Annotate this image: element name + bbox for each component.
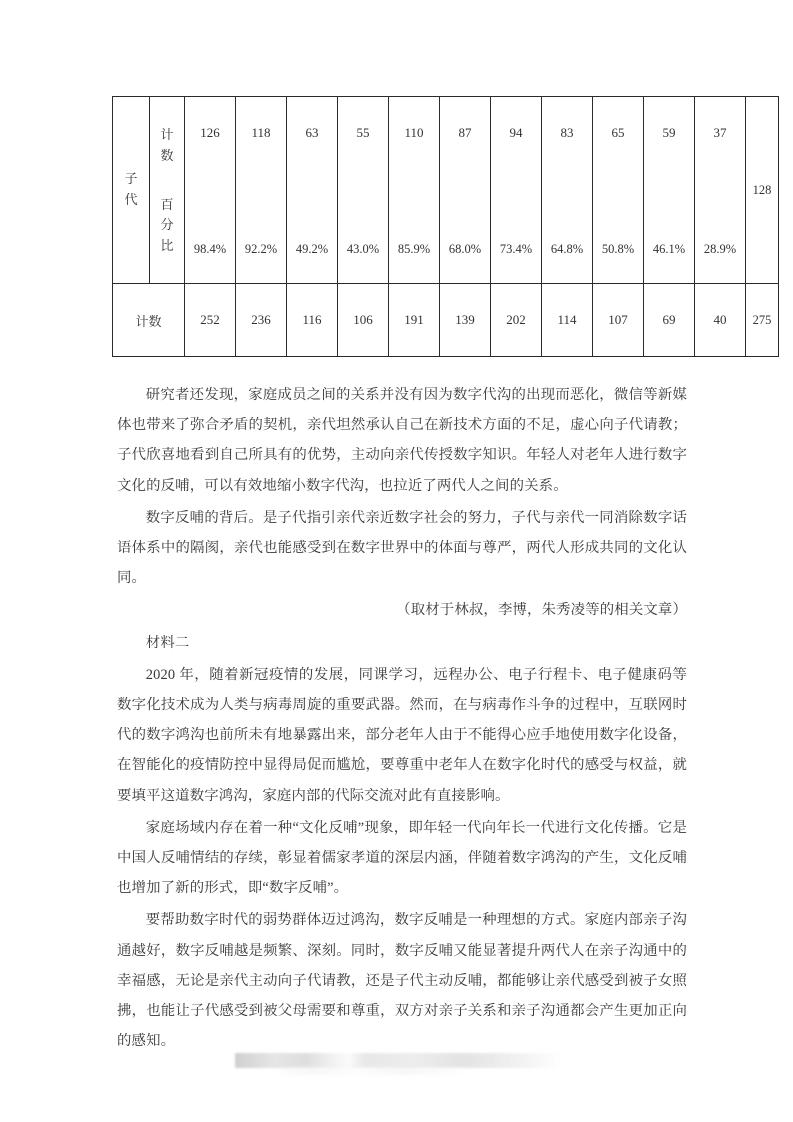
table-cell-col6 bbox=[440, 97, 491, 284]
summary-cell-col10 bbox=[644, 284, 695, 357]
count-value: 59 bbox=[662, 125, 676, 140]
summary-row-label-cell bbox=[113, 284, 185, 357]
paragraph-1: 研究者还发现，家庭成员之间的关系并没有因为数字代沟的出现而恶化，微信等新媒体也带来了弥合矛盾的契机，亲代坦然承认自己在新技术方面的不足，虚心向子代请教；子代欣喜地看到自己所具有的优势，主动向亲代传授数字知识。年轻人对老年人进行数字文化的反哺，可以有效地缩小数字代沟，也拉近了两代人之间的关系。 bbox=[117, 387, 687, 494]
table-cell-col8 bbox=[542, 97, 593, 284]
paragraph-5: 要帮助数字时代的弱势群体迈过鸿沟，数字反哺是一种理想的方式。家庭内部亲子沟通越好，数字反哺越是频繁、深刻。同时，数字反哺又能显著提升两代人在亲子沟通中的幸福感，无论是亲代主动向子代请教，还是子代主动反哺，都能够让亲代感受到被子女照拂，也能让子代感受到被父母需要和尊重，双方对亲子关系和亲子沟通都会产生更加正向的感知。 bbox=[117, 912, 687, 1050]
statistics-table-container bbox=[112, 96, 772, 357]
footer-watermark-smudge-secondary bbox=[272, 1066, 487, 1075]
summary-value: 69 bbox=[662, 312, 676, 327]
table-cell-col10 bbox=[644, 97, 695, 284]
percent-value: 98.4% bbox=[193, 242, 227, 256]
count-value: 83 bbox=[560, 125, 574, 140]
article-body bbox=[117, 380, 687, 1058]
summary-value: 40 bbox=[713, 312, 727, 327]
percent-value: 49.2% bbox=[295, 242, 329, 256]
table-cell-col4 bbox=[338, 97, 389, 284]
table-cell-child-total bbox=[746, 97, 779, 284]
summary-value: 252 bbox=[200, 312, 220, 327]
source-attribution: （取材于林叔，李博，朱秀凌等的相关文章） bbox=[396, 602, 687, 619]
summary-cell-col8 bbox=[542, 284, 593, 357]
cell-stack bbox=[542, 97, 592, 283]
summary-cell-total bbox=[746, 284, 779, 357]
subrow-label-count: 计数 bbox=[160, 127, 174, 163]
subrow-label-percent: 百分比 bbox=[160, 196, 174, 254]
summary-row-label: 计数 bbox=[135, 313, 162, 329]
table-cell-col9 bbox=[593, 97, 644, 284]
summary-value: 106 bbox=[353, 312, 373, 327]
row-group-label-cell bbox=[113, 97, 150, 284]
cell-stack bbox=[644, 97, 694, 283]
cell-stack bbox=[695, 97, 745, 283]
count-value: 37 bbox=[713, 125, 727, 140]
statistics-table bbox=[112, 96, 779, 357]
child-total-value: 128 bbox=[752, 183, 772, 198]
paragraph-4: 家庭场域内存在着一种“文化反哺”现象，即年轻一代向年长一代进行文化传播。它是中国人反哺情结的存续，彰显着儒家孝道的深层内涵，伴随着数字鸿沟的产生，文化反哺也增加了新的形式，即“数字反哺”。 bbox=[117, 819, 687, 897]
subrow-label-stack bbox=[150, 97, 184, 283]
summary-cell-col6 bbox=[440, 284, 491, 357]
material-heading: 材料二 bbox=[145, 634, 190, 651]
cell-stack bbox=[287, 97, 337, 283]
summary-cell-col9 bbox=[593, 284, 644, 357]
summary-cell-col7 bbox=[491, 284, 542, 357]
cell-stack bbox=[185, 97, 235, 283]
cell-stack bbox=[491, 97, 541, 283]
summary-value: 114 bbox=[557, 312, 577, 327]
summary-value: 139 bbox=[455, 312, 475, 327]
summary-cell-col4 bbox=[338, 284, 389, 357]
count-value: 63 bbox=[305, 125, 319, 140]
table-cell-col5 bbox=[389, 97, 440, 284]
percent-value: 28.9% bbox=[703, 242, 737, 256]
paragraph-3: 2020 年，随着新冠疫情的发展，同课学习，远程办公、电子行程卡、电子健康码等数字化技术成为人类与病毒周旋的重要武器。然而，在与病毒作斗争的过程中，互联网时代的数字鸿沟也前所未有地暴露出来，部分老年人由于不能得心应手地使用数字化设备，在智能化的疫情防控中显得局促而尴尬，要尊重中老年人在数字化时代的感受与权益，就要填平这道数字鸿沟，家庭内部的代际交流对此有直接影响。 bbox=[117, 666, 687, 804]
summary-cell-col2 bbox=[236, 284, 287, 357]
summary-value: 236 bbox=[251, 312, 271, 327]
percent-value: 46.1% bbox=[652, 242, 686, 256]
count-value: 87 bbox=[458, 125, 472, 140]
row-group-label: 子代 bbox=[124, 171, 139, 207]
percent-value: 73.4% bbox=[499, 242, 533, 256]
count-value: 94 bbox=[509, 125, 523, 140]
table-cell-col1 bbox=[185, 97, 236, 284]
count-value: 55 bbox=[356, 125, 370, 140]
percent-value: 68.0% bbox=[448, 242, 482, 256]
summary-value: 202 bbox=[506, 312, 526, 327]
summary-cell-col1 bbox=[185, 284, 236, 357]
table-row-summary bbox=[113, 284, 779, 357]
cell-stack bbox=[236, 97, 286, 283]
summary-cell-col5 bbox=[389, 284, 440, 357]
cell-stack bbox=[338, 97, 388, 283]
count-value: 110 bbox=[404, 125, 424, 140]
count-value: 126 bbox=[200, 125, 220, 140]
table-cell-col11 bbox=[695, 97, 746, 284]
summary-value: 116 bbox=[302, 312, 322, 327]
percent-value: 85.9% bbox=[397, 242, 431, 256]
summary-value: 191 bbox=[404, 312, 424, 327]
table-cell-col2 bbox=[236, 97, 287, 284]
cell-stack bbox=[440, 97, 490, 283]
table-cell-col7 bbox=[491, 97, 542, 284]
paragraph-2: 数字反哺的背后。是子代指引亲代亲近数字社会的努力，子代与亲代一同消除数字话语体系中的隔阂，亲代也能感受到在数字世界中的体面与尊严，两代人形成共同的文化认同。 bbox=[117, 509, 687, 587]
cell-stack bbox=[593, 97, 643, 283]
cell-stack bbox=[389, 97, 439, 283]
summary-total-value: 275 bbox=[752, 313, 772, 328]
subrow-label-cell bbox=[150, 97, 185, 284]
percent-value: 50.8% bbox=[601, 242, 635, 256]
table-row-child-generation bbox=[113, 97, 779, 284]
summary-cell-col3 bbox=[287, 284, 338, 357]
percent-value: 43.0% bbox=[346, 242, 380, 256]
summary-cell-col11 bbox=[695, 284, 746, 357]
count-value: 118 bbox=[251, 125, 271, 140]
percent-value: 92.2% bbox=[244, 242, 278, 256]
summary-value: 107 bbox=[608, 312, 628, 327]
percent-value: 64.8% bbox=[550, 242, 584, 256]
table-cell-col3 bbox=[287, 97, 338, 284]
count-value: 65 bbox=[611, 125, 625, 140]
